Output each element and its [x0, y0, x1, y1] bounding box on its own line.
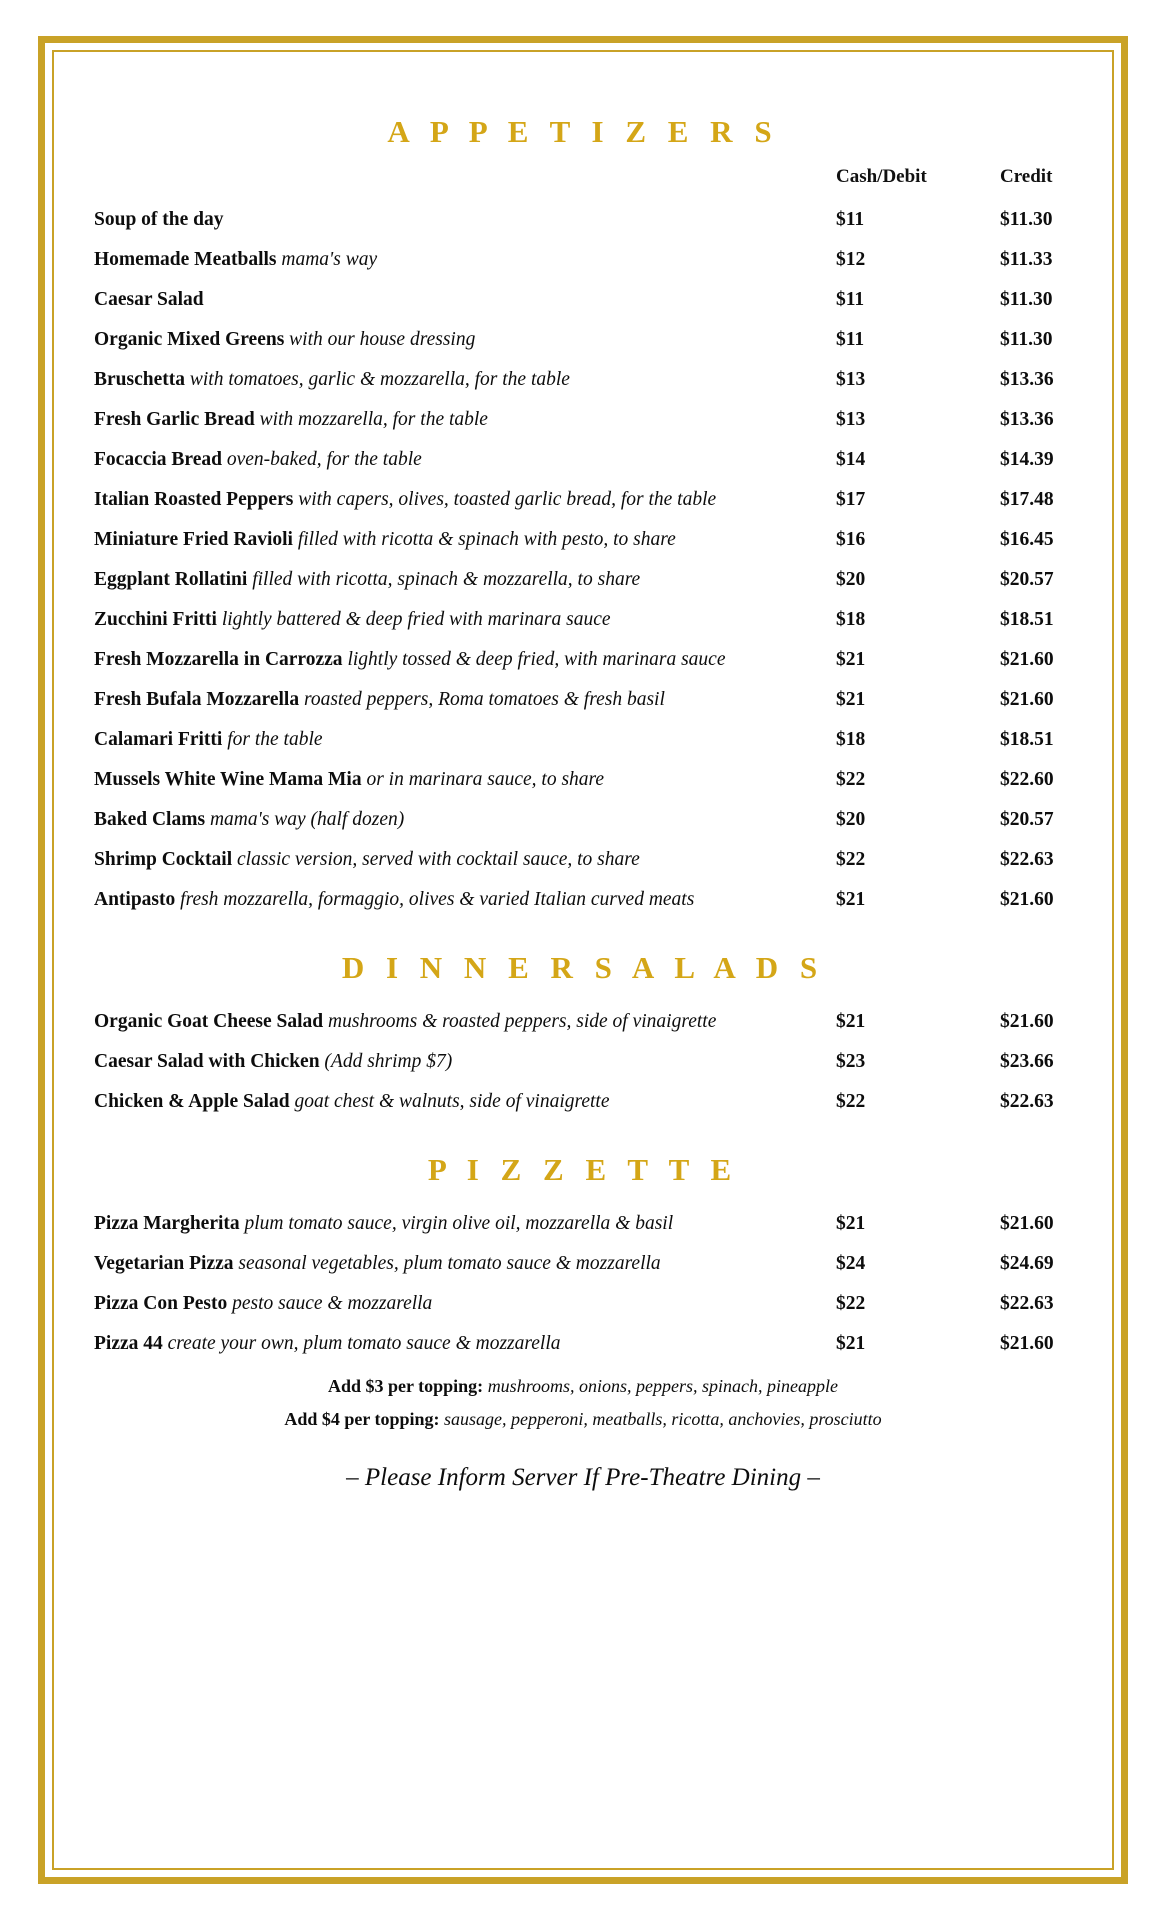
item-price-credit: $21.60 [1000, 1011, 1054, 1032]
item-price-cash: $13 [836, 409, 866, 430]
table-row [94, 1082, 1150, 1122]
item-price-credit: $21.60 [1000, 649, 1054, 670]
topping-note-3 [94, 1376, 1072, 1397]
item-desc: lightly battered & deep fried with marinara sauce [221, 609, 611, 630]
item-name: Shrimp Cocktail [94, 849, 233, 870]
item-price-cash: $20 [836, 809, 866, 830]
item-price-credit: $11.30 [1000, 329, 1053, 350]
item-desc: pesto sauce & mozzarella [232, 1293, 433, 1314]
item-desc: filled with ricotta, spinach & mozzarella, to share [252, 569, 641, 590]
item-price-credit: $14.39 [1000, 449, 1054, 470]
item-price-credit: $23.66 [1000, 1051, 1054, 1072]
table-row [94, 1324, 1150, 1364]
item-desc: goat chest & walnuts, side of vinaigrette [294, 1091, 610, 1112]
item-name: Soup of the day [94, 209, 224, 230]
item-name: Chicken & Apple Salad [94, 1091, 290, 1112]
item-price-cash: $18 [836, 729, 866, 750]
item-name: Caesar Salad with Chicken [94, 1051, 320, 1072]
item-price-credit: $22.63 [1000, 849, 1054, 870]
item-price-credit: $21.60 [1000, 1213, 1054, 1234]
table-row [94, 400, 1150, 440]
item-name: Organic Mixed Greens [94, 329, 285, 350]
topping-note-4-items: sausage, pepperoni, meatballs, ricotta, anchovies, prosciutto [444, 1409, 882, 1429]
item-name: Eggplant Rollatini [94, 569, 248, 590]
item-price-credit: $24.69 [1000, 1253, 1054, 1274]
item-price-credit: $21.60 [1000, 1333, 1054, 1354]
item-price-cash: $22 [836, 1091, 866, 1112]
item-price-cash: $21 [836, 889, 866, 910]
table-row [94, 480, 1150, 520]
item-price-cash: $21 [836, 689, 866, 710]
topping-note-4-label: Add $4 per topping: [284, 1409, 440, 1429]
item-price-credit: $11.33 [1000, 249, 1053, 270]
item-name: Pizza 44 [94, 1333, 163, 1354]
table-row [94, 1002, 1150, 1042]
item-price-credit: $18.51 [1000, 609, 1054, 630]
item-price-credit: $17.48 [1000, 489, 1054, 510]
item-desc: seasonal vegetables, plum tomato sauce & mozzarella [238, 1253, 661, 1274]
item-desc: filled with ricotta & spinach with pesto, to share [297, 529, 676, 550]
item-price-cash: $21 [836, 649, 866, 670]
item-name: Organic Goat Cheese Salad [94, 1011, 324, 1032]
table-row [94, 760, 1150, 800]
item-desc: mushrooms & roasted peppers, side of vinaigrette [328, 1011, 717, 1032]
item-desc: with mozzarella, for the table [259, 409, 488, 430]
price-column-headers [94, 166, 1072, 194]
item-name: Focaccia Bread [94, 449, 222, 470]
item-desc: classic version, served with cocktail sauce, to share [237, 849, 640, 870]
item-price-credit: $20.57 [1000, 809, 1054, 830]
item-price-cash: $24 [836, 1253, 866, 1274]
table-row [94, 680, 1150, 720]
item-price-cash: $22 [836, 849, 866, 870]
item-price-credit: $22.63 [1000, 1293, 1054, 1314]
item-desc: with our house dressing [289, 329, 476, 350]
item-price-credit: $22.60 [1000, 769, 1054, 790]
item-desc: create your own, plum tomato sauce & mozzarella [167, 1333, 561, 1354]
item-price-credit: $18.51 [1000, 729, 1054, 750]
table-row [94, 1042, 1150, 1082]
item-desc: with tomatoes, garlic & mozzarella, for the table [189, 369, 570, 390]
item-name: Vegetarian Pizza [94, 1253, 234, 1274]
item-name: Pizza Con Pesto [94, 1293, 228, 1314]
item-desc: lightly tossed & deep fried, with marinara sauce [347, 649, 726, 670]
item-desc: mama's way (half dozen) [209, 809, 405, 830]
table-row [94, 360, 1150, 400]
pre-theatre-note: – Please Inform Server If Pre-Theatre Dining – [346, 1464, 820, 1491]
table-row [94, 640, 1150, 680]
item-price-credit: $11.30 [1000, 209, 1053, 230]
item-price-cash: $16 [836, 529, 866, 550]
item-desc: roasted peppers, Roma tomatoes & fresh basil [303, 689, 665, 710]
table-row [94, 800, 1150, 840]
menu-content [70, 68, 1096, 1852]
item-price-cash: $21 [836, 1011, 866, 1032]
item-price-credit: $13.36 [1000, 369, 1054, 390]
table-row [94, 280, 1150, 320]
item-name: Caesar Salad [94, 289, 204, 310]
item-price-cash: $21 [836, 1333, 866, 1354]
table-row [94, 720, 1150, 760]
item-name: Miniature Fried Ravioli [94, 529, 293, 550]
item-desc: oven-baked, for the table [226, 449, 422, 470]
item-desc: or in marinara sauce, to share [366, 769, 605, 790]
table-row [94, 1244, 1150, 1284]
table-row [94, 440, 1150, 480]
item-desc: plum tomato sauce, virgin olive oil, mozzarella & basil [244, 1213, 674, 1234]
topping-note-4 [94, 1409, 1072, 1430]
item-name: Italian Roasted Peppers [94, 489, 294, 510]
item-price-cash: $12 [836, 249, 866, 270]
item-price-cash: $22 [836, 769, 866, 790]
topping-note-3-items: mushrooms, onions, peppers, spinach, pineapple [487, 1376, 839, 1396]
item-price-cash: $22 [836, 1293, 866, 1314]
item-price-cash: $11 [836, 329, 865, 350]
item-name: Baked Clams [94, 809, 206, 830]
table-row [94, 1204, 1150, 1244]
item-price-credit: $16.45 [1000, 529, 1054, 550]
menu-table-dinner-salads [94, 1002, 1150, 1122]
item-price-credit: $20.57 [1000, 569, 1054, 590]
menu-table-pizzette [94, 1204, 1150, 1364]
table-row [94, 1284, 1150, 1324]
table-row [94, 600, 1150, 640]
item-name: Homemade Meatballs [94, 249, 277, 270]
item-price-cash: $11 [836, 289, 865, 310]
item-name: Fresh Garlic Bread [94, 409, 255, 430]
item-price-credit: $22.63 [1000, 1091, 1054, 1112]
item-price-cash: $20 [836, 569, 866, 590]
item-name: Antipasto [94, 889, 176, 910]
item-price-cash: $11 [836, 209, 865, 230]
topping-note-3-label: Add $3 per topping: [327, 1376, 484, 1396]
table-row [94, 520, 1150, 560]
table-row [94, 560, 1150, 600]
item-name: Fresh Mozzarella in Carrozza [94, 649, 343, 670]
item-name: Zucchini Fritti [94, 609, 217, 630]
table-row [94, 320, 1150, 360]
table-row [94, 200, 1150, 240]
item-name: Bruschetta [94, 369, 185, 390]
item-price-credit: $13.36 [1000, 409, 1054, 430]
section-title-pizzette: P I Z Z E T T E [427, 1152, 739, 1187]
column-header-cash: Cash/Debit [836, 166, 927, 187]
section-title-dinner-salads: D I N N E R S A L A D S [341, 950, 825, 985]
column-header-credit: Credit [1000, 166, 1053, 187]
item-price-cash: $13 [836, 369, 866, 390]
item-price-credit: $21.60 [1000, 889, 1054, 910]
item-desc: fresh mozzarella, formaggio, olives & varied Italian curved meats [180, 889, 695, 910]
item-desc: with capers, olives, toasted garlic bread, for the table [298, 489, 717, 510]
item-price-credit: $11.30 [1000, 289, 1053, 310]
item-price-cash: $23 [836, 1051, 866, 1072]
item-price-cash: $21 [836, 1213, 866, 1234]
table-row [94, 840, 1150, 880]
item-desc: (Add shrimp $7) [324, 1051, 453, 1072]
table-row [94, 240, 1150, 280]
item-price-credit: $21.60 [1000, 689, 1054, 710]
menu-table-appetizers [94, 200, 1150, 920]
item-name: Pizza Margherita [94, 1213, 240, 1234]
item-price-cash: $18 [836, 609, 866, 630]
item-price-cash: $14 [836, 449, 866, 470]
section-title-appetizers: A P P E T I Z E R S [387, 114, 779, 149]
table-row [94, 880, 1150, 920]
item-name: Calamari Fritti [94, 729, 223, 750]
item-desc: for the table [227, 729, 323, 750]
item-desc: mama's way [281, 249, 378, 270]
item-price-cash: $17 [836, 489, 866, 510]
item-name: Fresh Bufala Mozzarella [94, 689, 300, 710]
item-name: Mussels White Wine Mama Mia [94, 769, 362, 790]
